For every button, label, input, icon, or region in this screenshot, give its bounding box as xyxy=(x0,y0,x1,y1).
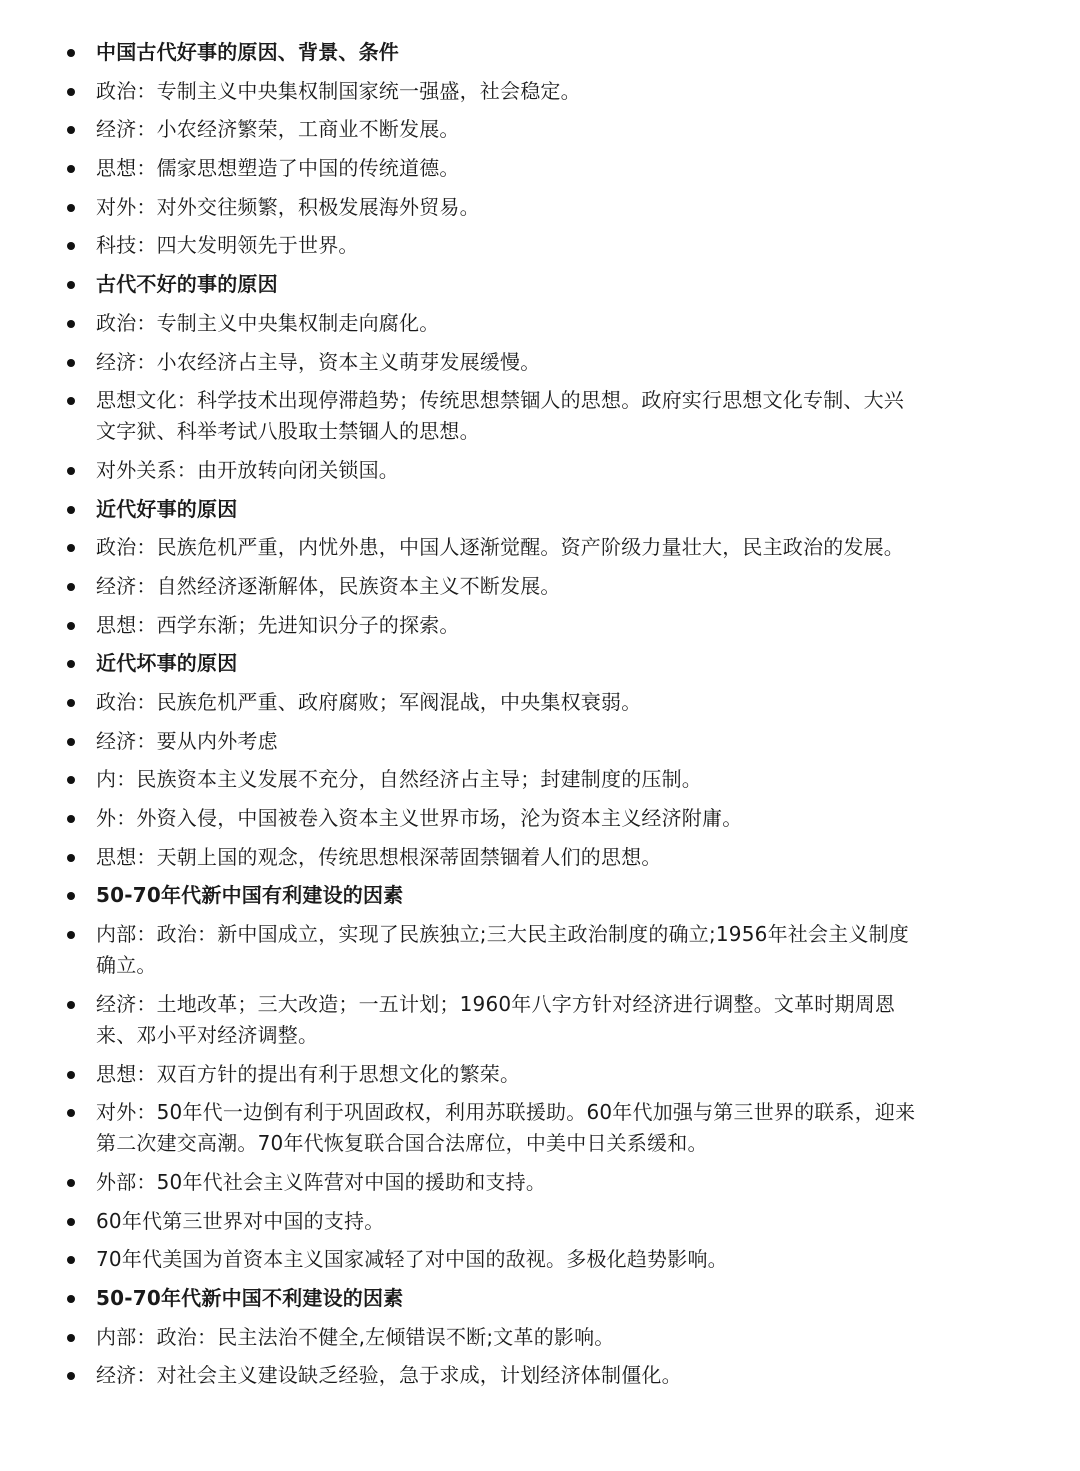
bullet-dot-icon xyxy=(67,622,75,630)
bullet-dot-icon xyxy=(67,1218,75,1226)
list-item xyxy=(0,385,916,447)
list-item-text: 经济：小农经济占主导，资本主义萌芽发展缓慢。 xyxy=(96,349,541,374)
section-heading-ancient-bad xyxy=(0,269,916,300)
list-item xyxy=(0,687,916,718)
section-heading-prc-unfavorable xyxy=(0,1283,916,1314)
bullet-dot-icon xyxy=(67,544,75,552)
bullet-dot-icon xyxy=(67,776,75,784)
bullet-dot-icon xyxy=(67,1071,75,1079)
list-item xyxy=(0,842,916,873)
list-item-text: 内部：政治：新中国成立，实现了民族独立;三大民主政治制度的确立;1956年社会主义制度确立。 xyxy=(96,922,909,978)
bullet-dot-icon xyxy=(67,506,75,514)
list-item-text: 近代坏事的原因 xyxy=(96,651,238,676)
list-item-text: 思想：天朝上国的观念，传统思想根深蒂固禁锢着人们的思想。 xyxy=(96,844,662,869)
bullet-dot-icon xyxy=(67,204,75,212)
list-item xyxy=(0,230,916,261)
list-item-text: 古代不好的事的原因 xyxy=(96,272,278,297)
bullet-dot-icon xyxy=(67,1334,75,1342)
list-item-text: 经济：土地改革；三大改造；一五计划；1960年八字方针对经济进行调整。文革时期周恩来、邓小平对经济调整。 xyxy=(96,991,896,1047)
list-item xyxy=(0,114,916,145)
list-item-text: 政治：专制主义中央集权制走向腐化。 xyxy=(96,310,440,335)
list-item xyxy=(0,1206,916,1237)
list-item-text: 对外关系：由开放转向闭关锁国。 xyxy=(96,457,399,482)
list-item xyxy=(0,803,916,834)
bullet-dot-icon xyxy=(67,1179,75,1187)
list-item-text: 中国古代好事的原因、背景、条件 xyxy=(96,40,399,64)
list-item xyxy=(0,532,916,563)
list-item xyxy=(0,1322,916,1353)
bullet-dot-icon xyxy=(67,165,75,173)
list-item-text: 近代好事的原因 xyxy=(96,496,238,521)
section-heading-prc-favorable xyxy=(0,880,916,911)
bullet-dot-icon xyxy=(67,931,75,939)
bullet-dot-icon xyxy=(67,699,75,707)
bullet-dot-icon xyxy=(67,281,75,289)
bullet-dot-icon xyxy=(67,126,75,134)
bullet-dot-icon xyxy=(67,1295,75,1303)
list-item xyxy=(0,153,916,184)
list-item-text: 内：民族资本主义发展不充分，自然经济占主导；封建制度的压制。 xyxy=(96,767,702,792)
list-item xyxy=(0,1097,916,1159)
bullet-dot-icon xyxy=(67,49,75,57)
list-item xyxy=(0,726,916,757)
list-item-text: 对外：50年代一边倒有利于巩固政权，利用苏联援助。60年代加强与第三世界的联系，迎来第二次建交高潮。70年代恢复联合国合法席位，中美中日关系缓和。 xyxy=(96,1100,916,1156)
list-item xyxy=(0,1244,916,1275)
list-item xyxy=(0,1360,916,1391)
list-item-text: 经济：对社会主义建设缺乏经验，急于求成，计划经济体制僵化。 xyxy=(96,1363,682,1388)
list-item-text: 50-70年代新中国不利建设的因素 xyxy=(96,1285,404,1310)
list-item-text: 思想：西学东渐；先进知识分子的探索。 xyxy=(96,612,460,637)
bullet-dot-icon xyxy=(67,242,75,250)
list-item-text: 思想：双百方针的提出有利于思想文化的繁荣。 xyxy=(96,1061,521,1086)
list-item-text: 50-70年代新中国有利建设的因素 xyxy=(96,883,404,908)
list-item-text: 思想：儒家思想塑造了中国的传统道德。 xyxy=(96,156,460,181)
bullet-dot-icon xyxy=(67,660,75,668)
list-item-text: 外：外资入侵，中国被卷入资本主义世界市场，沦为资本主义经济附庸。 xyxy=(96,806,743,831)
list-item xyxy=(0,989,916,1051)
section-heading-modern-good xyxy=(0,494,916,525)
list-item-text: 对外：对外交往频繁，积极发展海外贸易。 xyxy=(96,194,480,219)
list-item xyxy=(0,1059,916,1090)
bullet-dot-icon xyxy=(67,738,75,746)
list-item-text: 内部：政治：民主法治不健全,左倾错误不断;文革的影响。 xyxy=(96,1324,615,1349)
bullet-dot-icon xyxy=(67,1109,75,1117)
list-item xyxy=(0,571,916,602)
list-item xyxy=(0,610,916,641)
bullet-dot-icon xyxy=(67,854,75,862)
list-item xyxy=(0,764,916,795)
bullet-dot-icon xyxy=(67,359,75,367)
list-item-text: 60年代第三世界对中国的支持。 xyxy=(96,1208,385,1233)
list-item-text: 经济：要从内外考虑 xyxy=(96,728,278,753)
section-heading-modern-bad xyxy=(0,648,916,679)
list-item-text: 政治：民族危机严重，内忧外患，中国人逐渐觉醒。资产阶级力量壮大，民主政治的发展。 xyxy=(96,535,904,560)
list-item-text: 经济：自然经济逐渐解体，民族资本主义不断发展。 xyxy=(96,573,561,598)
section-heading-ancient-good xyxy=(0,37,916,68)
list-item-text: 70年代美国为首资本主义国家减轻了对中国的敌视。多极化趋势影响。 xyxy=(96,1247,728,1272)
bullet-dot-icon xyxy=(67,467,75,475)
bullet-dot-icon xyxy=(67,1372,75,1380)
bullet-dot-icon xyxy=(67,320,75,328)
list-item-text: 政治：专制主义中央集权制国家统一强盛，社会稳定。 xyxy=(96,78,581,103)
list-item-text: 科技：四大发明领先于世界。 xyxy=(96,233,359,258)
bullet-dot-icon xyxy=(67,815,75,823)
bullet-dot-icon xyxy=(67,1001,75,1009)
list-item xyxy=(0,347,916,378)
bullet-dot-icon xyxy=(67,583,75,591)
list-item-text: 思想文化：科学技术出现停滞趋势；传统思想禁锢人的思想。政府实行思想文化专制、大兴文字狱、科举考试八股取士禁锢人的思想。 xyxy=(96,388,904,444)
list-item xyxy=(0,919,916,981)
list-item xyxy=(0,192,916,223)
list-item-text: 外部：50年代社会主义阵营对中国的援助和支持。 xyxy=(96,1169,547,1194)
list-item-text: 政治：民族危机严重、政府腐败；军阀混战，中央集权衰弱。 xyxy=(96,690,642,714)
bullet-dot-icon xyxy=(67,397,75,405)
bullet-dot-icon xyxy=(67,88,75,96)
list-item xyxy=(0,1167,916,1198)
bullet-dot-icon xyxy=(67,1256,75,1264)
list-item xyxy=(0,76,916,107)
list-item xyxy=(0,308,916,339)
bullet-dot-icon xyxy=(67,892,75,900)
list-item-text: 经济：小农经济繁荣，工商业不断发展。 xyxy=(96,117,460,142)
list-item xyxy=(0,455,916,486)
